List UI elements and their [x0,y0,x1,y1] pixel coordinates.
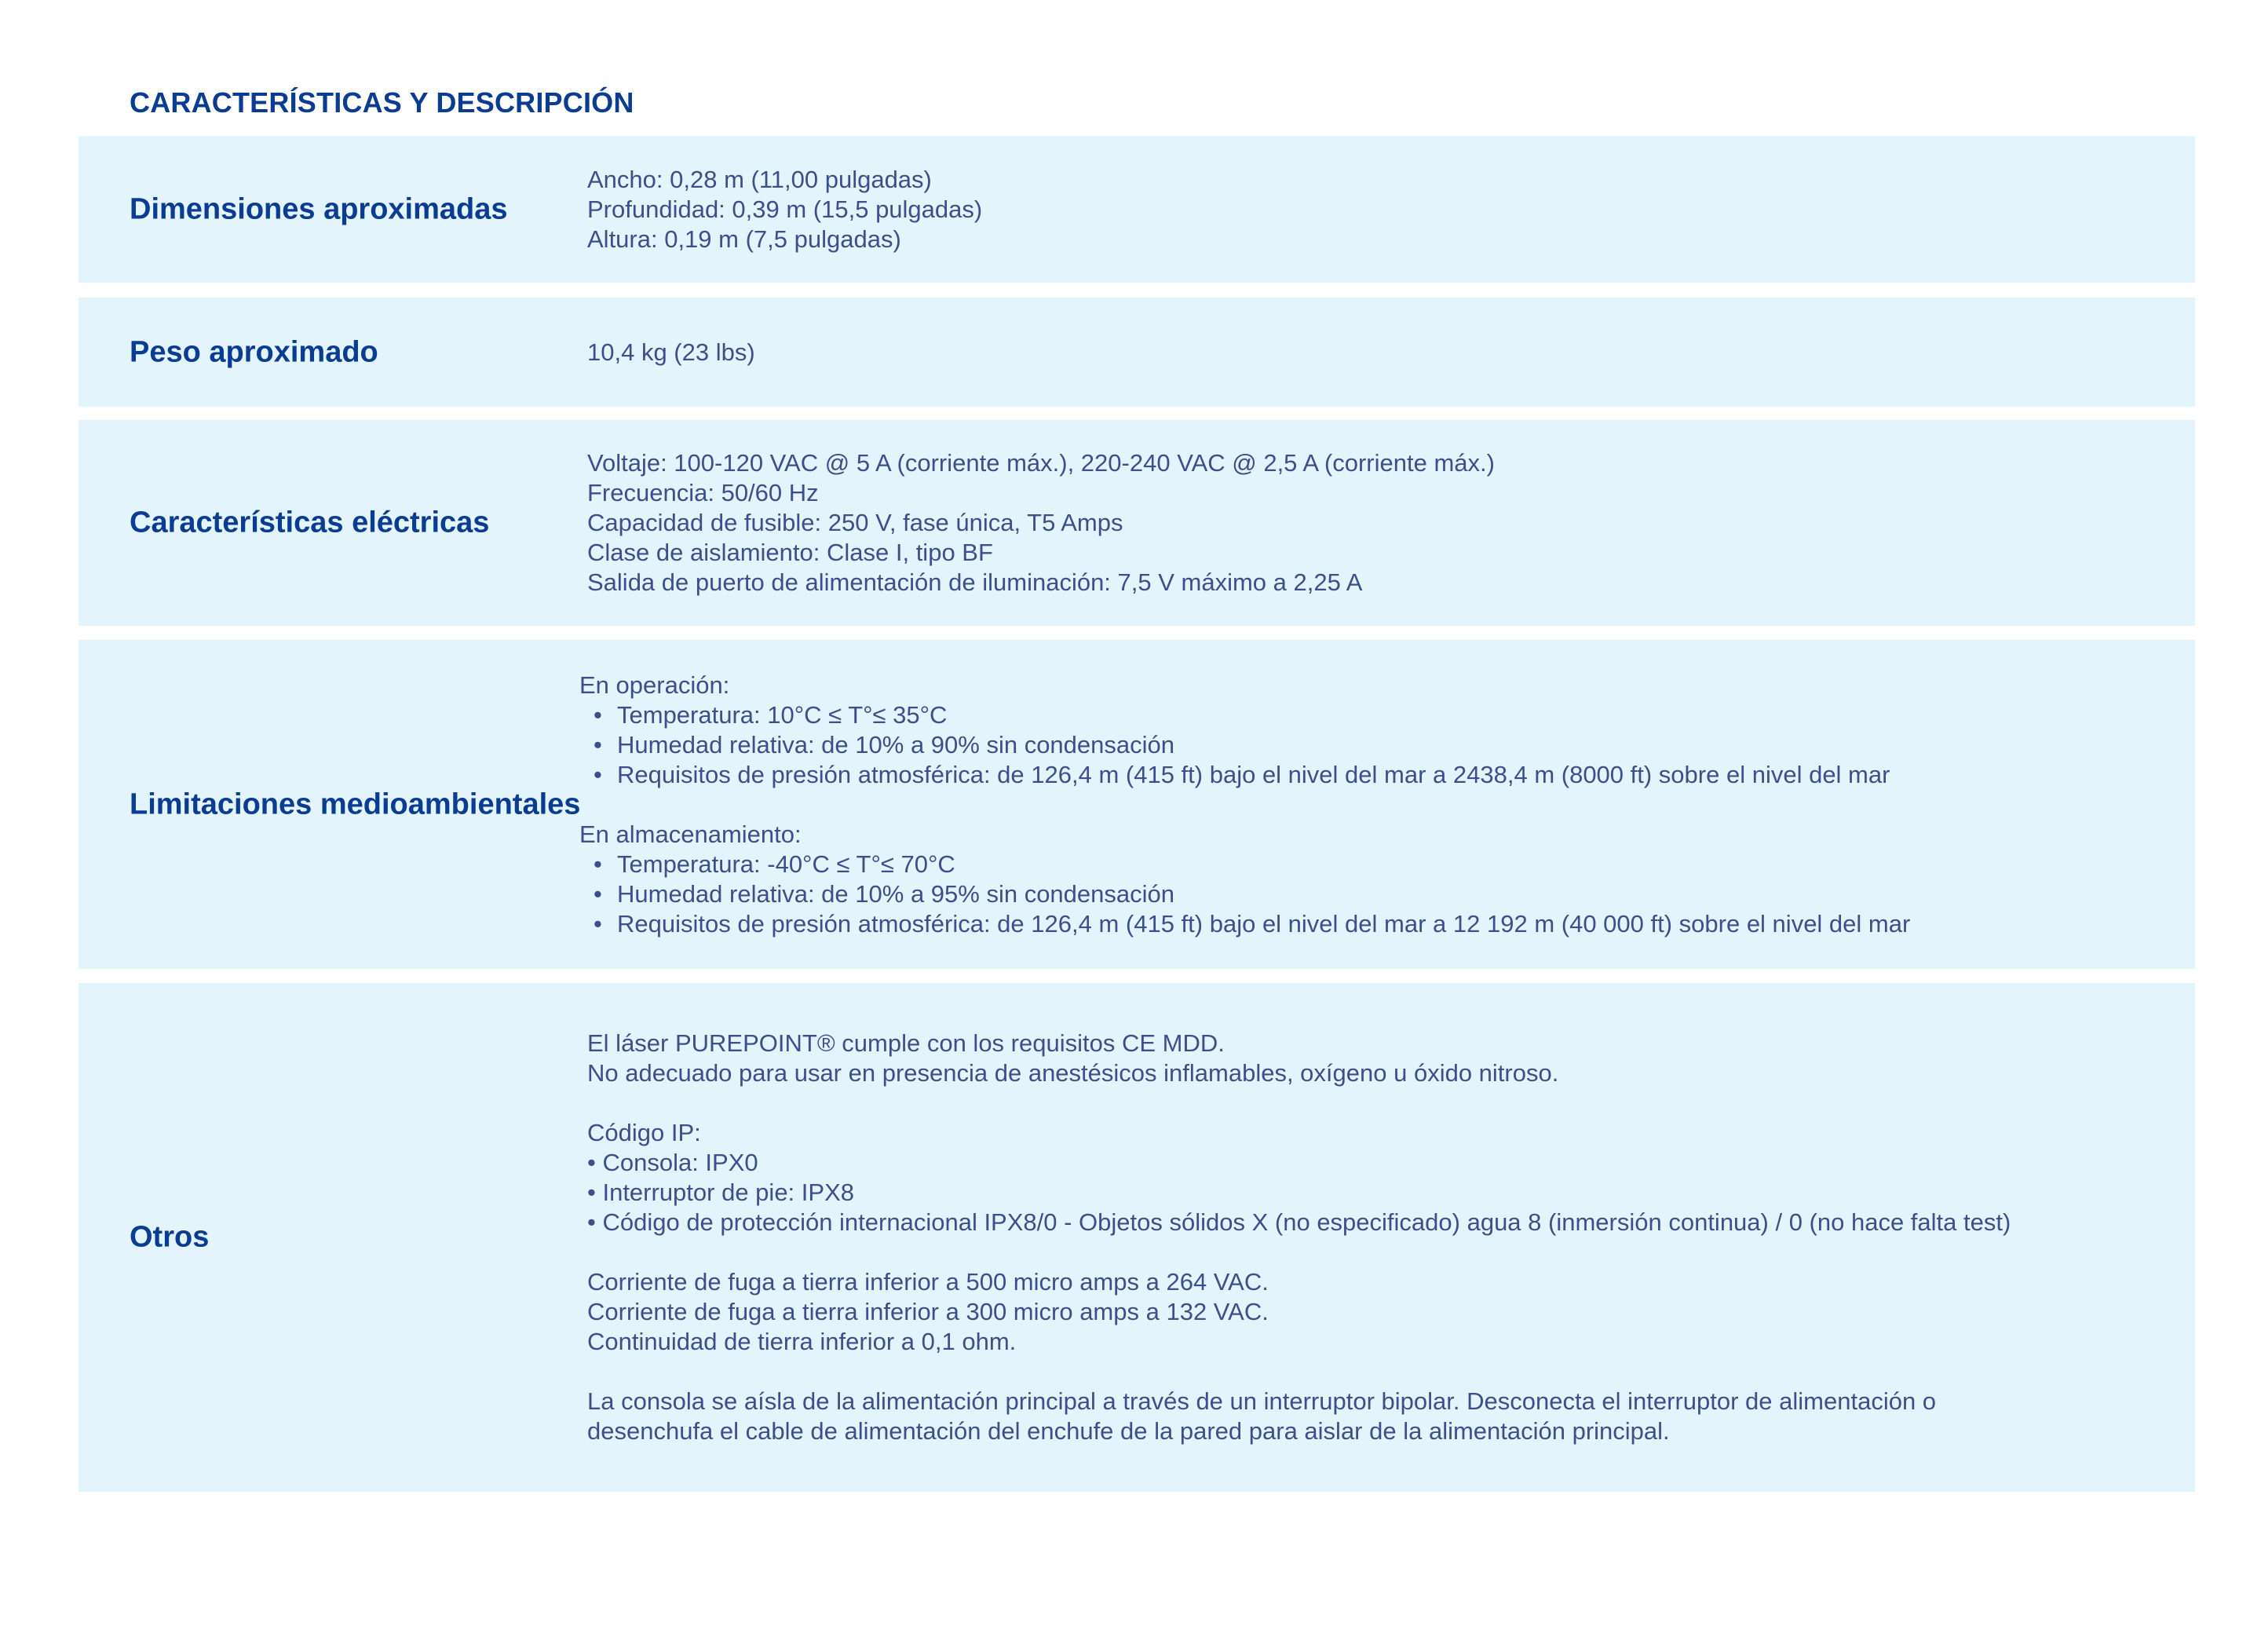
spec-line: Corriente de fuga a tierra inferior a 300 micro amps a 132 VAC. [587,1298,1269,1325]
spec-line: • Interruptor de pie: IPX8 [587,1179,854,1206]
spec-row-ambientales [79,640,2195,969]
list-item: • Requisitos de presión atmosférica: de 126,4 m (415 ft) bajo el nivel del mar a 2438,4 m (8000 ft) sobre el nivel del mar [579,760,1910,790]
spec-row-dimensiones [79,136,2195,283]
spec-line: El láser PUREPOINT® cumple con los requisitos CE MDD. [587,1029,1225,1057]
spacer [587,1088,2011,1118]
spacer [587,1357,2011,1387]
spec-line: Clase de aislamiento: Clase I, tipo BF [587,539,993,566]
spacer [587,1237,2011,1267]
spec-line: Continuidad de tierra inferior a 0,1 ohm. [587,1328,1017,1355]
list-item: • Requisitos de presión atmosférica: de 126,4 m (415 ft) bajo el nivel del mar a 12 192 m (40 000 ft) sobre el nivel del mar [579,909,1910,939]
list-item: • Temperatura: 10°C ≤ T°≤ 35°C [579,700,1910,730]
spec-line: Frecuencia: 50/60 Hz [587,479,819,506]
spec-line: Ancho: 0,28 m (11,00 pulgadas) [587,165,932,193]
spec-line: 10,4 kg (23 lbs) [587,338,755,366]
spec-line: • Código de protección internacional IPX8/0 - Objetos sólidos X (no especificado) agua 8 (inmersión continua) / 0 (no hace falta test) [587,1208,2011,1236]
list-item: • Temperatura: -40°C ≤ T°≤ 70°C [579,850,1910,879]
spec-line: Capacidad de fusible: 250 V, fase única, T5 Amps [587,509,1123,536]
list-item: • Humedad relativa: de 10% a 95% sin condensación [579,879,1910,909]
bullet-list-almacenamiento [579,850,1910,939]
spec-value-ambientales [579,671,1910,939]
section-title: CARACTERÍSTICAS Y DESCRIPCIÓN [130,86,634,119]
spec-row-electricas [79,420,2195,626]
spec-line: No adecuado para usar en presencia de anestésicos inflamables, oxígeno u óxido nitroso. [587,1059,1559,1087]
spec-line: • Consola: IPX0 [587,1149,758,1176]
spec-label-electricas: Características eléctricas [130,506,490,539]
spec-line: Corriente de fuga a tierra inferior a 500 micro amps a 264 VAC. [587,1268,1269,1296]
spec-line: Profundidad: 0,39 m (15,5 pulgadas) [587,195,983,223]
spec-subheading: En almacenamiento: [579,820,802,848]
spec-label-dimensiones: Dimensiones aproximadas [130,192,508,225]
spec-line: Altura: 0,19 m (7,5 pulgadas) [587,225,901,253]
spec-line: Salida de puerto de alimentación de iluminación: 7,5 V máximo a 2,25 A [587,568,1363,596]
bullet-list-operacion [579,700,1910,790]
spec-value-dimensiones [587,165,982,254]
spec-label-ambientales: Limitaciones medioambientales [130,788,581,821]
spec-line: Código IP: [587,1119,701,1146]
spec-line: desenchufa el cable de alimentación del enchufe de la pared para aislar de la alimentación principal. [587,1417,1670,1445]
spec-value-otros [587,1029,2011,1446]
spec-value-electricas [587,448,1495,598]
spec-label-peso: Peso aproximado [130,335,378,368]
spec-value-peso [587,338,755,367]
spec-line: Voltaje: 100-120 VAC @ 5 A (corriente máx.), 220-240 VAC @ 2,5 A (corriente máx.) [587,449,1495,477]
list-item: • Humedad relativa: de 10% a 90% sin condensación [579,730,1910,760]
spec-label-otros: Otros [130,1220,210,1254]
spacer [579,790,1910,820]
spec-row-peso [79,298,2195,407]
spec-subheading: En operación: [579,671,730,699]
spec-row-otros [79,983,2195,1492]
spec-line: La consola se aísla de la alimentación principal a través de un interruptor bipolar. Desconecta el interruptor de alimentación o [587,1387,1937,1415]
